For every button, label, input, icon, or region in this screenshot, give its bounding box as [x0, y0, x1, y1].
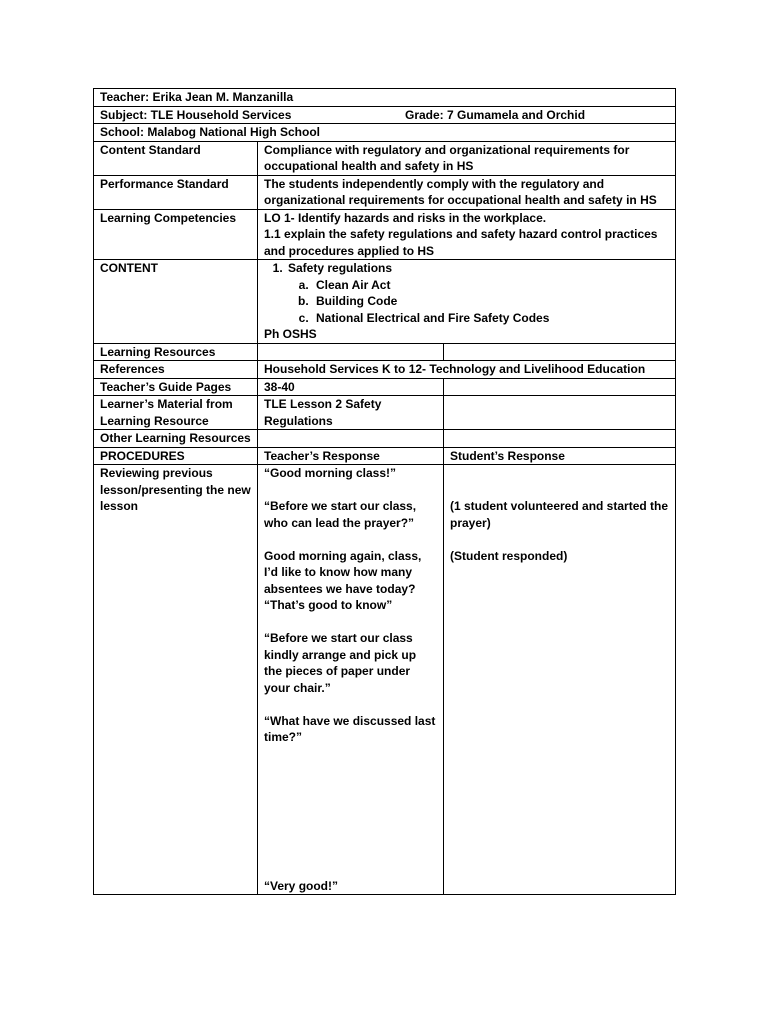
- other-resources-label: Other Learning Resources: [94, 430, 258, 448]
- content-value: [258, 260, 676, 344]
- content-standard-label: Content Standard: [94, 141, 258, 175]
- competency-line-1: LO 1- Identify hazards and risks in the workplace.: [264, 210, 547, 225]
- empty-cell: [258, 343, 444, 361]
- competency-line-2: 1.1 explain the safety regulations and safety hazard control practices and procedures applied to HS: [264, 227, 658, 258]
- subject-text: Subject: TLE Household Services: [100, 107, 292, 122]
- empty-cell: [444, 396, 676, 430]
- school-cell: School: Malabog National High School: [94, 124, 676, 142]
- teacher-line: “That’s good to know”: [264, 598, 393, 612]
- content-item-1: Safety regulations: [288, 261, 393, 275]
- learning-competencies-label: Learning Competencies: [94, 209, 258, 260]
- teacher-line: “Very good!”: [264, 878, 339, 893]
- list-item: a. Clean Air Act: [312, 277, 669, 294]
- empty-cell: [444, 430, 676, 448]
- teachers-guide-value: 38-40: [258, 378, 444, 396]
- teachers-guide-row: [94, 378, 676, 396]
- list-item: b. Building Code: [312, 293, 669, 310]
- teacher-line: “Before we start our class, who can lead the prayer?”: [264, 499, 417, 530]
- learning-competencies-value: [258, 209, 676, 260]
- student-line: (1 student volunteered and started the prayer): [450, 499, 669, 530]
- teacher-row: [94, 89, 676, 107]
- subject-grade-cell: [94, 106, 676, 124]
- student-line: (Student responded): [450, 548, 568, 563]
- content-label: CONTENT: [94, 260, 258, 344]
- teacher-line: Good morning again, class, I’d like to know how many absentees we have today?: [264, 548, 422, 596]
- references-label: References: [94, 361, 258, 379]
- list-item: [286, 260, 669, 326]
- performance-standard-row: [94, 175, 676, 209]
- content-extra: Ph OSHS: [264, 327, 317, 341]
- learning-resources-row: [94, 343, 676, 361]
- school-row: [94, 124, 676, 142]
- learners-material-value: TLE Lesson 2 Safety Regulations: [258, 396, 444, 430]
- list-item: c. National Electrical and Fire Safety Codes: [312, 310, 669, 327]
- procedures-row: [94, 447, 676, 465]
- teacher-line: “Good morning class!”: [264, 466, 397, 480]
- teacher-line: “Before we start our class kindly arrange and pick up the pieces of paper under your chair.”: [264, 631, 417, 695]
- learning-resources-label: Learning Resources: [94, 343, 258, 361]
- empty-cell: [444, 378, 676, 396]
- subject-row: [94, 106, 676, 124]
- lesson-plan-table: [93, 88, 676, 895]
- content-row: [94, 260, 676, 344]
- learners-material-label: Learner’s Material from Learning Resource: [94, 396, 258, 430]
- reviewing-label: Reviewing previous lesson/presenting the new lesson: [94, 465, 258, 895]
- learning-competencies-row: [94, 209, 676, 260]
- references-value: Household Services K to 12- Technology and Livelihood Education: [258, 361, 676, 379]
- learners-material-row: [94, 396, 676, 430]
- content-list: [264, 260, 669, 326]
- content-sublist: [288, 277, 669, 327]
- performance-standard-label: Performance Standard: [94, 175, 258, 209]
- content-standard-row: [94, 141, 676, 175]
- teacher-response-cell: [258, 465, 444, 895]
- other-resources-row: [94, 430, 676, 448]
- student-response-cell: [444, 465, 676, 895]
- references-row: [94, 361, 676, 379]
- teacher-cell: Teacher: Erika Jean M. Manzanilla: [94, 89, 676, 107]
- teachers-guide-label: Teacher’s Guide Pages: [94, 378, 258, 396]
- content-standard-value: Compliance with regulatory and organizational requirements for occupational health and safety in HS: [258, 141, 676, 175]
- empty-cell: [258, 430, 444, 448]
- performance-standard-value: The students independently comply with the regulatory and organizational requirements for occupational health and safety in HS: [258, 175, 676, 209]
- teacher-line: “What have we discussed last time?”: [264, 713, 436, 744]
- student-response-header: Student’s Response: [444, 447, 676, 465]
- procedures-label: PROCEDURES: [94, 447, 258, 465]
- teacher-response-header: Teacher’s Response: [258, 447, 444, 465]
- reviewing-row: [94, 465, 676, 895]
- grade-text: Grade: 7 Gumamela and Orchid: [405, 107, 586, 122]
- empty-cell: [444, 343, 676, 361]
